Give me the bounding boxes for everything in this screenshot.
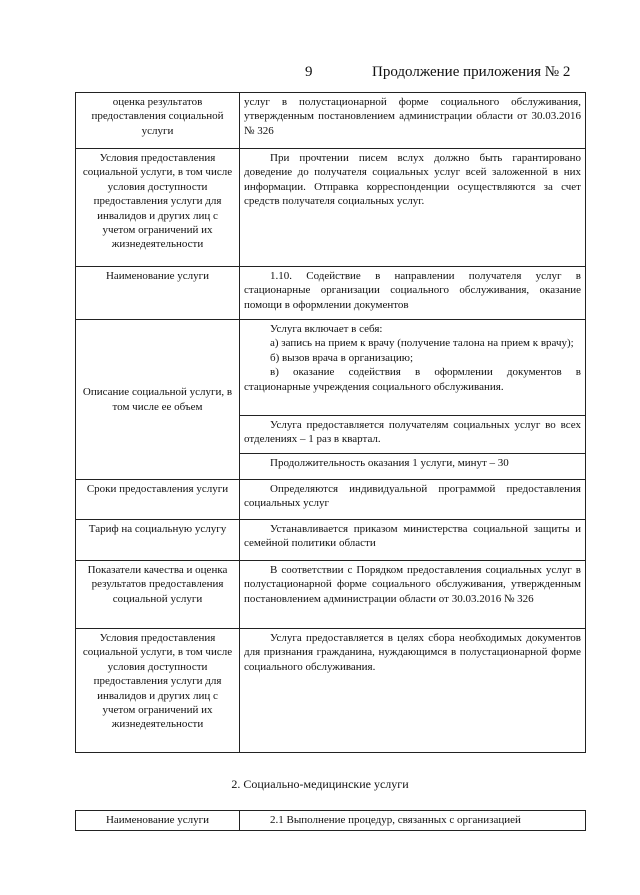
services-table-2 [75,810,586,831]
row-text: 1.10. Содействие в направлении получателя услуг в стационарные организации социального обслуживания, оказание помощи в оформлении документов [240,267,586,320]
row-text: Услуга предоставляется в целях сбора необходимых документов для признания гражданина, нуждающимся в полустационарной форме социального обслуживания. [240,629,586,753]
section-title: 2. Социально-медицинские услуги [231,777,409,791]
row-label: Сроки предоставления услуги [76,480,240,520]
table-row [76,267,586,320]
list-intro: Услуга включает в себя: [270,323,383,335]
row-text: При прочтении писем вслух должно быть гарантировано доведение до получателя социальных услуг всей заложенной в них информации. Отправка корреспонденции осуществляются за счет средств получателя социальных услуг. [240,149,586,267]
row-label: Тариф на социальную услугу [76,520,240,561]
row-text: Услуга предоставляется получателям социальных услуг во всех отделениях – 1 раз в квартал. [240,416,586,454]
row-text: Определяются индивидуальной программой предоставления социальных услуг [240,480,586,520]
row-label: Наименование услуги [76,267,240,320]
row-label: оценка результатов предоставления социальной услуги [76,93,240,149]
row-text-block [240,320,586,416]
list-item: а) запись на прием к врачу (получение талона на прием к врачу); [270,337,574,350]
table-row [76,149,586,267]
list-item: б) вызов врача в организацию; [270,351,414,364]
row-label: Показатели качества и оценка результатов предоставления социальной услуги [76,561,240,629]
row-text: Устанавливается приказом министерства социальной защиты и семейной политики области [240,520,586,561]
table-row [76,320,586,416]
list-item: в) оказание содействия в оформлении документов в стационарные учреждения социального обслуживания. [244,366,581,393]
table-row [76,93,586,149]
page-header-title: Продолжение приложения № 2 [372,64,571,80]
row-text: 2.1 Выполнение процедур, связанных с организацией [240,811,586,831]
row-label: Описание социальной услуги, в том числе ее объем [76,320,240,480]
row-label: Наименование услуги [76,811,240,831]
table-row [76,520,586,561]
row-label: Условия предоставления социальной услуги, в том числе условия доступности предоставления услуги для инвалидов и других лиц с учетом ограничений их жизнедеятельности [76,149,240,267]
table-row [76,811,586,831]
row-label: Условия предоставления социальной услуги, в том числе условия доступности предоставления услуги для инвалидов и других лиц с учетом ограничений их жизнедеятельности [76,629,240,753]
row-text: услуг в полустационарной форме социального обслуживания, утвержденным постановлением администрации области от 30.03.2016 № 326 [240,93,586,149]
services-table [75,92,586,753]
row-text: Продолжительность оказания 1 услуги, минут – 30 [240,454,586,480]
page-number: 9 [305,64,313,80]
table-row [76,561,586,629]
table-row [76,480,586,520]
table-row [76,629,586,753]
row-text: В соответствии с Порядком предоставления социальных услуг в полустационарной форме социального обслуживания, утвержденным постановлением администрации области от 30.03.2016 № 326 [240,561,586,629]
